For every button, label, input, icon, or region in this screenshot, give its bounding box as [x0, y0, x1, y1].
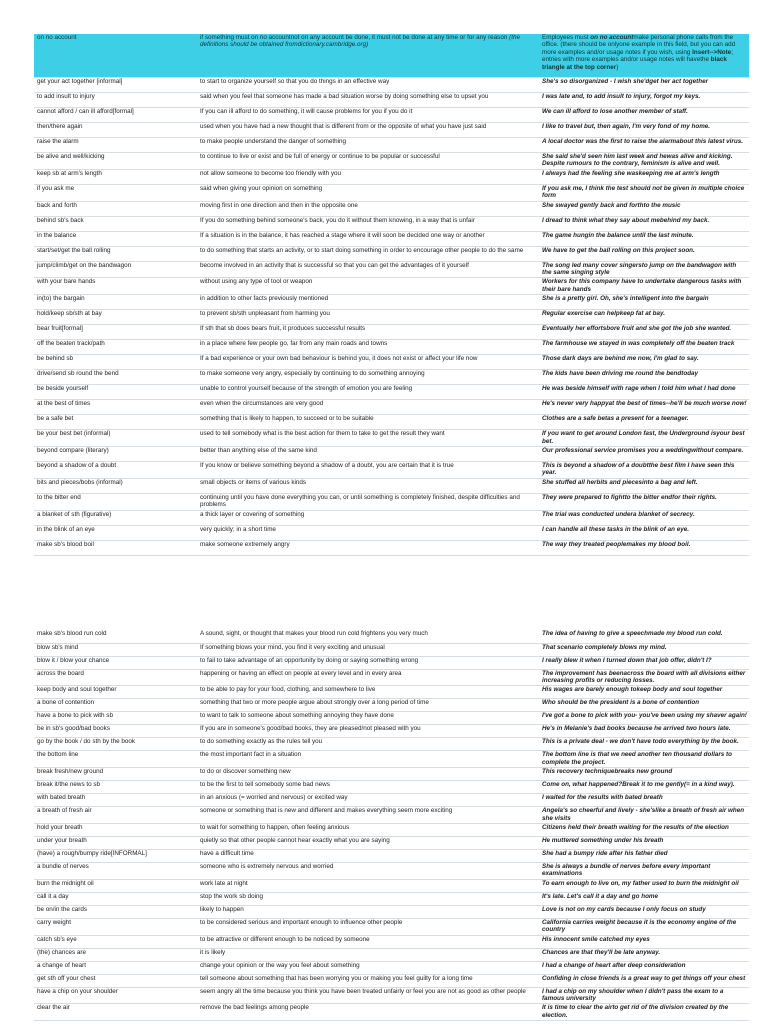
- definition-cell[interactable]: without using any type of tool or weapon: [197, 278, 539, 295]
- definition-cell[interactable]: someone or something that is new and different and makes everything seem more exciting: [197, 807, 539, 824]
- term-cell[interactable]: raise the alarm: [34, 138, 197, 153]
- definition-cell[interactable]: used to tell somebody what is the best action for them to take to get the result they want: [197, 430, 539, 447]
- table-row: [34, 768, 749, 781]
- definition-cell[interactable]: If you do something behind someone's back, you do it without them knowing, in a way that is unfair: [197, 216, 539, 231]
- term-cell[interactable]: at the best of times: [34, 400, 197, 415]
- table-row: [34, 643, 749, 656]
- example-cell[interactable]: Those dark days are behind me now, I'm glad to say.: [539, 355, 749, 370]
- term-cell[interactable]: start/set/get the ball rolling: [34, 246, 197, 261]
- example-cell[interactable]: A local doctor was the first to raise the alarmabout this latest virus.: [539, 138, 749, 153]
- term-cell[interactable]: across the board: [34, 669, 197, 686]
- table-row: [34, 892, 749, 905]
- header-example-cell[interactable]: [539, 34, 749, 78]
- definition-cell[interactable]: If you know or believe something beyond a shadow of a doubt, you are certain that it is true: [197, 462, 539, 479]
- example-cell[interactable]: He's in Melanie's bad books because he arrived two hours late.: [539, 725, 749, 738]
- definition-cell[interactable]: to continue to live or exist and be full of energy or continue to be popular or successful: [197, 153, 539, 170]
- term-cell[interactable]: have a chip on your shoulder: [34, 987, 197, 1004]
- definition-cell[interactable]: stop the work sb doing: [197, 892, 539, 905]
- definition-cell[interactable]: to do or discover something new: [197, 768, 539, 781]
- example-cell[interactable]: The song led many cover singersto jump on the bandwagon with the same singing style: [539, 261, 749, 278]
- term-cell[interactable]: hold/keep sb/sth at bay: [34, 310, 197, 325]
- definition-cell[interactable]: something that is likely to happen, to succeed or to be suitable: [197, 415, 539, 430]
- definition-cell[interactable]: someone who is extremely nervous and worried: [197, 862, 539, 879]
- term-cell[interactable]: jump/climb/get on the bandwagon: [34, 261, 197, 278]
- header-definition-cell[interactable]: [197, 34, 539, 78]
- term-cell[interactable]: beyond a shadow of a doubt: [34, 462, 197, 479]
- term-cell[interactable]: burn the midnight oil: [34, 879, 197, 892]
- table-row: [34, 184, 749, 201]
- definition-cell[interactable]: to make someone very angry, especially by continuing to do something annoying: [197, 370, 539, 385]
- example-cell[interactable]: I really blew it when I turned down that job offer, didn't I?: [539, 656, 749, 669]
- table-row: [34, 93, 749, 108]
- term-cell[interactable]: bear fruit[formal]: [34, 325, 197, 340]
- definition-cell[interactable]: If sth that sb does bears fruit, it produces successful results: [197, 325, 539, 340]
- table-row: [34, 862, 749, 879]
- example-cell[interactable]: Love is not on my cards because I only focus on study: [539, 905, 749, 918]
- table-row: [34, 278, 749, 295]
- definition-cell[interactable]: make someone extremely angry: [197, 540, 539, 555]
- table-row: [34, 961, 749, 974]
- term-cell[interactable]: a blanket of sth (figurative): [34, 510, 197, 525]
- example-cell[interactable]: His wages are barely enough tokeep body and soul together: [539, 686, 749, 699]
- header-example-rest: make personal phone calls from the office. (there should be onlyone example in this field, but you can add more examples and/or usage notes if you wish, using: [542, 34, 736, 56]
- example-cell[interactable]: She swayed gently back and forthto the music: [539, 201, 749, 216]
- term-cell[interactable]: to add insult to injury: [34, 93, 197, 108]
- definition-cell[interactable]: to want to talk to someone about something annoying they have done: [197, 712, 539, 725]
- table-row: [34, 108, 749, 123]
- definition-cell[interactable]: to fail to take advantage of an opportunity by doing or saying something wrong: [197, 656, 539, 669]
- table-row: [34, 794, 749, 807]
- definition-cell[interactable]: become involved in an activity that is successful so that you can get the advantages of it yourself: [197, 261, 539, 278]
- example-cell[interactable]: Who should be the president is a bone of contention: [539, 699, 749, 712]
- term-cell[interactable]: a bundle of nerves: [34, 862, 197, 879]
- definition-cell[interactable]: to be considered serious and important enough to influence other people: [197, 918, 539, 935]
- table-row: [34, 948, 749, 961]
- term-cell[interactable]: beyond compare (literary): [34, 447, 197, 462]
- table-row: [34, 669, 749, 686]
- table-row: [34, 78, 749, 93]
- definition-cell[interactable]: very quickly; in a short time: [197, 525, 539, 540]
- example-cell[interactable]: She stuffed all herbits and piecesinto a bag and left.: [539, 478, 749, 493]
- example-cell[interactable]: If you want to get around London fast, the Underground isyour best bet.: [539, 430, 749, 447]
- term-cell[interactable]: hold your breath: [34, 823, 197, 836]
- term-cell[interactable]: (have) a rough/bumpy ride[INFORMAL]: [34, 849, 197, 862]
- table-row: [34, 430, 749, 447]
- table-row: [34, 385, 749, 400]
- term-cell[interactable]: go by the book / do sth by the book: [34, 738, 197, 751]
- example-cell[interactable]: The farmhouse we stayed in was completely off the beaten track: [539, 340, 749, 355]
- term-cell[interactable]: get sth off your chest: [34, 974, 197, 987]
- table-row: [34, 935, 749, 948]
- example-cell[interactable]: Angela's so cheerful and lively - she'slike a breath of fresh air when she visits: [539, 807, 749, 824]
- header-example-rest-2: ; entries with more examples and/or usage notes will havethe: [542, 48, 733, 64]
- table-row: [34, 699, 749, 712]
- table-row: [34, 686, 749, 699]
- example-cell[interactable]: If you ask me, I think the test should not be given in multiple choice form: [539, 184, 749, 201]
- example-cell[interactable]: Our professional service promises you a weddingwithout compare.: [539, 447, 749, 462]
- example-cell[interactable]: Regular exercise can helpkeep fat at bay.: [539, 310, 749, 325]
- example-cell[interactable]: The game hungin the balance until the last minute.: [539, 231, 749, 246]
- table-row: [34, 400, 749, 415]
- table-row: [34, 725, 749, 738]
- example-cell[interactable]: The idea of having to give a speechmade my blood run cold.: [539, 630, 749, 643]
- definition-cell[interactable]: A sound, sight, or thought that makes your blood run cold frightens you very much: [197, 630, 539, 643]
- table-row: [34, 849, 749, 862]
- term-cell[interactable]: call it a day: [34, 892, 197, 905]
- definition-cell[interactable]: If you are in someone's good/bad books, they are pleased/not pleased with you: [197, 725, 539, 738]
- example-cell[interactable]: I dread to think what they say about mebehind my back.: [539, 216, 749, 231]
- table-row: [34, 340, 749, 355]
- table-row: [34, 216, 749, 231]
- term-cell[interactable]: keep body and soul together: [34, 686, 197, 699]
- vocabulary-table-page-2: [34, 630, 749, 1021]
- table-row: [34, 540, 749, 555]
- example-cell[interactable]: Confiding in close friends is a great way to get things off your chest: [539, 974, 749, 987]
- table-row: [34, 325, 749, 340]
- header-term-cell[interactable]: on no account: [34, 34, 197, 78]
- definition-cell[interactable]: If a situation is in the balance, it has reached a stage where it will soon be decided one way or another: [197, 231, 539, 246]
- table-row: [34, 462, 749, 479]
- example-cell[interactable]: Citizens held their breath waiting for the results of the election: [539, 823, 749, 836]
- definition-cell[interactable]: moving first in one direction and then in the opposite one: [197, 201, 539, 216]
- table-row: [34, 510, 749, 525]
- term-cell[interactable]: under your breath: [34, 836, 197, 849]
- term-cell[interactable]: clear the air: [34, 1004, 197, 1021]
- definition-cell[interactable]: to make people understand the danger of something: [197, 138, 539, 153]
- term-cell[interactable]: a breath of fresh air: [34, 807, 197, 824]
- definition-cell[interactable]: to be the first to tell somebody some bad news: [197, 781, 539, 794]
- term-cell[interactable]: then/there again: [34, 123, 197, 138]
- table-row: [34, 493, 749, 510]
- example-cell[interactable]: To earn enough to live on, my father used to burn the midnight oil: [539, 879, 749, 892]
- table-row: [34, 153, 749, 170]
- example-cell[interactable]: I can handle all these tasks in the blink of an eye.: [539, 525, 749, 540]
- example-cell[interactable]: The way they treated peoplemakes my blood boil.: [539, 540, 749, 555]
- term-cell[interactable]: make sb's blood boil: [34, 540, 197, 555]
- definition-cell[interactable]: quietly so that other people cannot hear exactly what you are saying: [197, 836, 539, 849]
- example-cell[interactable]: This recovery techniquebreaks new ground: [539, 768, 749, 781]
- definition-cell[interactable]: better than anything else of the same kind: [197, 447, 539, 462]
- term-cell[interactable]: back and forth: [34, 201, 197, 216]
- example-cell[interactable]: They were prepared to fightto the bitter endfor their rights.: [539, 493, 749, 510]
- definition-cell[interactable]: to be attractive or different enough to be noticed by someone: [197, 935, 539, 948]
- term-cell[interactable]: carry weight: [34, 918, 197, 935]
- example-cell[interactable]: The kids have been driving me round the bendtoday: [539, 370, 749, 385]
- example-cell[interactable]: I had a change of heart after deep consideration: [539, 961, 749, 974]
- definition-cell[interactable]: change your opinion or the way you feel about something: [197, 961, 539, 974]
- table-row: [34, 879, 749, 892]
- example-cell[interactable]: The bottom line is that we need another ten thousand dollars to complete the project.: [539, 751, 749, 768]
- table-row: [34, 823, 749, 836]
- example-cell[interactable]: He muttered something under his breath: [539, 836, 749, 849]
- table-row: [34, 836, 749, 849]
- term-cell[interactable]: a change of heart: [34, 961, 197, 974]
- table-row: [34, 261, 749, 278]
- term-cell[interactable]: in the balance: [34, 231, 197, 246]
- term-cell[interactable]: be alive and well/kicking: [34, 153, 197, 170]
- header-example-end: ): [616, 63, 619, 71]
- definition-cell[interactable]: used when you have had a new thought that is different from or the opposite of what you have just said: [197, 123, 539, 138]
- term-cell[interactable]: with your bare hands: [34, 278, 197, 295]
- header-definition-text: if something must on no accountnot on any account be done, it must not be done at any time or for any reason: [200, 34, 510, 41]
- example-cell[interactable]: His innocent smile catched my eyes: [539, 935, 749, 948]
- table-row: [34, 478, 749, 493]
- definition-cell[interactable]: to be able to pay for your food, clothing, and somewhere to live: [197, 686, 539, 699]
- term-cell[interactable]: a bone of contention: [34, 699, 197, 712]
- definition-cell[interactable]: work late at night: [197, 879, 539, 892]
- table-row: [34, 123, 749, 138]
- term-cell[interactable]: be beside yourself: [34, 385, 197, 400]
- definition-cell[interactable]: remove the bad feelings among people: [197, 1004, 539, 1021]
- definition-cell[interactable]: not allow someone to become too friendly with you: [197, 169, 539, 184]
- definition-cell[interactable]: likely to happen: [197, 905, 539, 918]
- term-cell[interactable]: to the bitter end: [34, 493, 197, 510]
- term-cell[interactable]: drive/send sb round the bend: [34, 370, 197, 385]
- table-row: [34, 656, 749, 669]
- table-row: [34, 447, 749, 462]
- definition-cell[interactable]: something that two or more people argue about strongly over a long period of time: [197, 699, 539, 712]
- term-cell[interactable]: break it/the news to sb: [34, 781, 197, 794]
- term-cell[interactable]: if you ask me: [34, 184, 197, 201]
- term-cell[interactable]: in the blink of an eye: [34, 525, 197, 540]
- term-cell[interactable]: (the) chances are: [34, 948, 197, 961]
- definition-cell[interactable]: said when giving your opinion on something: [197, 184, 539, 201]
- term-cell[interactable]: be your best bet (informal): [34, 430, 197, 447]
- definition-cell[interactable]: small objects or items of various kinds: [197, 478, 539, 493]
- example-cell[interactable]: We can ill afford to lose another member of staff.: [539, 108, 749, 123]
- table-row: [34, 201, 749, 216]
- table-body-page-1: [34, 34, 749, 555]
- example-cell[interactable]: Eventually her effortsbore fruit and she got the job she wanted.: [539, 325, 749, 340]
- example-cell[interactable]: I was late and, to add insult to injury, forgot my keys.: [539, 93, 749, 108]
- definition-cell[interactable]: in addition to other facts previously mentioned: [197, 295, 539, 310]
- table-row: [34, 781, 749, 794]
- example-cell[interactable]: This is beyond a shadow of a doubtthe best film I have seen this year.: [539, 462, 749, 479]
- term-cell[interactable]: catch sb's eye: [34, 935, 197, 948]
- term-cell[interactable]: the bottom line: [34, 751, 197, 768]
- definition-cell[interactable]: to start to organize yourself so that you do things in an effective way: [197, 78, 539, 93]
- table-row: [34, 751, 749, 768]
- example-cell[interactable]: I've got a bone to pick with you- you've been using my shaver again!: [539, 712, 749, 725]
- definition-cell[interactable]: the most important fact in a situation: [197, 751, 539, 768]
- table-row: [34, 1004, 749, 1021]
- definition-cell[interactable]: to wait for something to happen, often feeling anxious: [197, 823, 539, 836]
- table-row: [34, 918, 749, 935]
- example-cell[interactable]: This is a private deal - we don't have todo everything by the book.: [539, 738, 749, 751]
- example-cell[interactable]: Workers for this company have to undertake dangerous tasks with their bare hands: [539, 278, 749, 295]
- table-row: [34, 712, 749, 725]
- term-cell[interactable]: bits and pieces/bobs (informal): [34, 478, 197, 493]
- table-row: [34, 295, 749, 310]
- term-cell[interactable]: in(to) the bargain: [34, 295, 197, 310]
- table-row: [34, 169, 749, 184]
- term-cell[interactable]: behind sb's back: [34, 216, 197, 231]
- term-cell[interactable]: cannot afford / can ill afford[formal]: [34, 108, 197, 123]
- table-row: [34, 905, 749, 918]
- definition-cell[interactable]: in an anxious (= worried and nervous) or excited way: [197, 794, 539, 807]
- example-cell[interactable]: He was beside himself with rage when I told him what I had done: [539, 385, 749, 400]
- table-row: [34, 310, 749, 325]
- header-example-phrase: on no account: [590, 34, 634, 41]
- table-row: [34, 525, 749, 540]
- table-row: [34, 738, 749, 751]
- table-row: [34, 987, 749, 1004]
- example-cell[interactable]: I waited for the results with bated breath: [539, 794, 749, 807]
- definition-cell[interactable]: happening or having an effect on people at every level and in every area: [197, 669, 539, 686]
- term-cell[interactable]: be behind sb: [34, 355, 197, 370]
- term-cell[interactable]: make sb's blood run cold: [34, 630, 197, 643]
- definition-cell[interactable]: a thick layer or covering of something: [197, 510, 539, 525]
- definition-cell[interactable]: it is likely: [197, 948, 539, 961]
- header-triangle-marker: black triangle at the top corner: [542, 56, 727, 71]
- example-cell[interactable]: It's late. Let's call it a day and go home: [539, 892, 749, 905]
- definition-cell[interactable]: in a place where few people go, far from any main roads and towns: [197, 340, 539, 355]
- example-cell[interactable]: She is always a bundle of nerves before every important examinations: [539, 862, 749, 879]
- table-row: [34, 974, 749, 987]
- example-cell[interactable]: I like to travel but, then again, I'm very fond of my home.: [539, 123, 749, 138]
- definition-cell[interactable]: If you can ill afford to do something, it will cause problems for you if you do it: [197, 108, 539, 123]
- table-row: [34, 355, 749, 370]
- term-cell[interactable]: be on/in the cards: [34, 905, 197, 918]
- example-cell[interactable]: I had a chip on my shoulder when I didn't pass the exam to a famous university: [539, 987, 749, 1004]
- table-body-page-2: [34, 630, 749, 1021]
- term-cell[interactable]: off the beaten track/path: [34, 340, 197, 355]
- term-cell[interactable]: blow sb's mind: [34, 643, 197, 656]
- table-row: [34, 231, 749, 246]
- definition-cell[interactable]: even when the circumstances are very good: [197, 400, 539, 415]
- definition-cell[interactable]: tell someone about something that has been worrying you or making you feel guilty for a long time: [197, 974, 539, 987]
- example-cell[interactable]: She's so disorganized - I wish she'dget her act together: [539, 78, 749, 93]
- table-row: [34, 415, 749, 430]
- header-definition-note: (the definitions should be obtained fromdictionary.cambridge.org): [200, 34, 520, 49]
- definition-cell[interactable]: to prevent sb/sth unpleasant from harming you: [197, 310, 539, 325]
- example-cell[interactable]: She had a bumpy ride after his father died: [539, 849, 749, 862]
- term-cell[interactable]: blow it / blow your chance: [34, 656, 197, 669]
- table-row: [34, 630, 749, 643]
- example-cell[interactable]: Clothes are a safe betas a present for a teenager.: [539, 415, 749, 430]
- example-cell[interactable]: We have to get the ball rolling on this project soon.: [539, 246, 749, 261]
- vocabulary-table-page-1: [34, 34, 749, 556]
- example-cell[interactable]: I always had the feeling she waskeeping me at arm's length: [539, 169, 749, 184]
- definition-cell[interactable]: continuing until you have done everything you can, or until something is completely finished, despite difficulties and problems: [197, 493, 539, 510]
- example-cell[interactable]: The improvement has beenacross the board with all divisions either increasing profits or reducing losses.: [539, 669, 749, 686]
- example-cell[interactable]: Chances are that they'll be late anyway.: [539, 948, 749, 961]
- definition-cell[interactable]: unable to control yourself because of the strength of emotion you are feeling: [197, 385, 539, 400]
- table-row: [34, 807, 749, 824]
- header-row: [34, 34, 749, 78]
- definition-cell[interactable]: said when you feel that someone has made a bad situation worse by doing something else to upset you: [197, 93, 539, 108]
- definition-cell[interactable]: have a difficult time: [197, 849, 539, 862]
- definition-cell[interactable]: to do something exactly as the rules tell you: [197, 738, 539, 751]
- term-cell[interactable]: keep sb at arm's length: [34, 169, 197, 184]
- term-cell[interactable]: get your act together [informal]: [34, 78, 197, 93]
- example-cell[interactable]: Come on, what happened?Break it to me gently(= in a kind way).: [539, 781, 749, 794]
- table-row: [34, 370, 749, 385]
- definition-cell[interactable]: to do something that starts an activity, or to start doing something in order to encourage other people to do the same: [197, 246, 539, 261]
- definition-cell[interactable]: If something blows your mind, you find it very exciting and unusual: [197, 643, 539, 656]
- table-row: [34, 246, 749, 261]
- definition-cell[interactable]: If a bad experience or your own bad behaviour is behind you, it does not exist or affect your life now: [197, 355, 539, 370]
- term-cell[interactable]: be in sb's good/bad books: [34, 725, 197, 738]
- term-cell[interactable]: break fresh/new ground: [34, 768, 197, 781]
- example-cell[interactable]: She said she'd seen him last week and hewas alive and kicking. Despite rumours to the contrary, feminism is alive and well.: [539, 153, 749, 170]
- example-cell[interactable]: It is time to clear the airto get rid of the division created by the election.: [539, 1004, 749, 1021]
- table-row: [34, 138, 749, 153]
- example-cell[interactable]: California carries weight because it is the economy engine of the country: [539, 918, 749, 935]
- example-cell[interactable]: The trial was conducted undera blanket of secrecy.: [539, 510, 749, 525]
- example-cell[interactable]: She is a pretty girl. Oh, she's intelligent into the bargain: [539, 295, 749, 310]
- term-cell[interactable]: be a safe bet: [34, 415, 197, 430]
- term-cell[interactable]: with bated breath: [34, 794, 197, 807]
- header-insert-note: Insert-->Note: [692, 48, 732, 56]
- definition-cell[interactable]: seem angry all the time because you think you have been treated unfairly or feel you are not as good as other people: [197, 987, 539, 1004]
- term-cell[interactable]: have a bone to pick with sb: [34, 712, 197, 725]
- example-cell[interactable]: He's never very happyat the best of times--he'll be much worse now!: [539, 400, 749, 415]
- example-cell[interactable]: That scenario completely blows my mind.: [539, 643, 749, 656]
- header-example-text: Employees must: [542, 34, 591, 41]
